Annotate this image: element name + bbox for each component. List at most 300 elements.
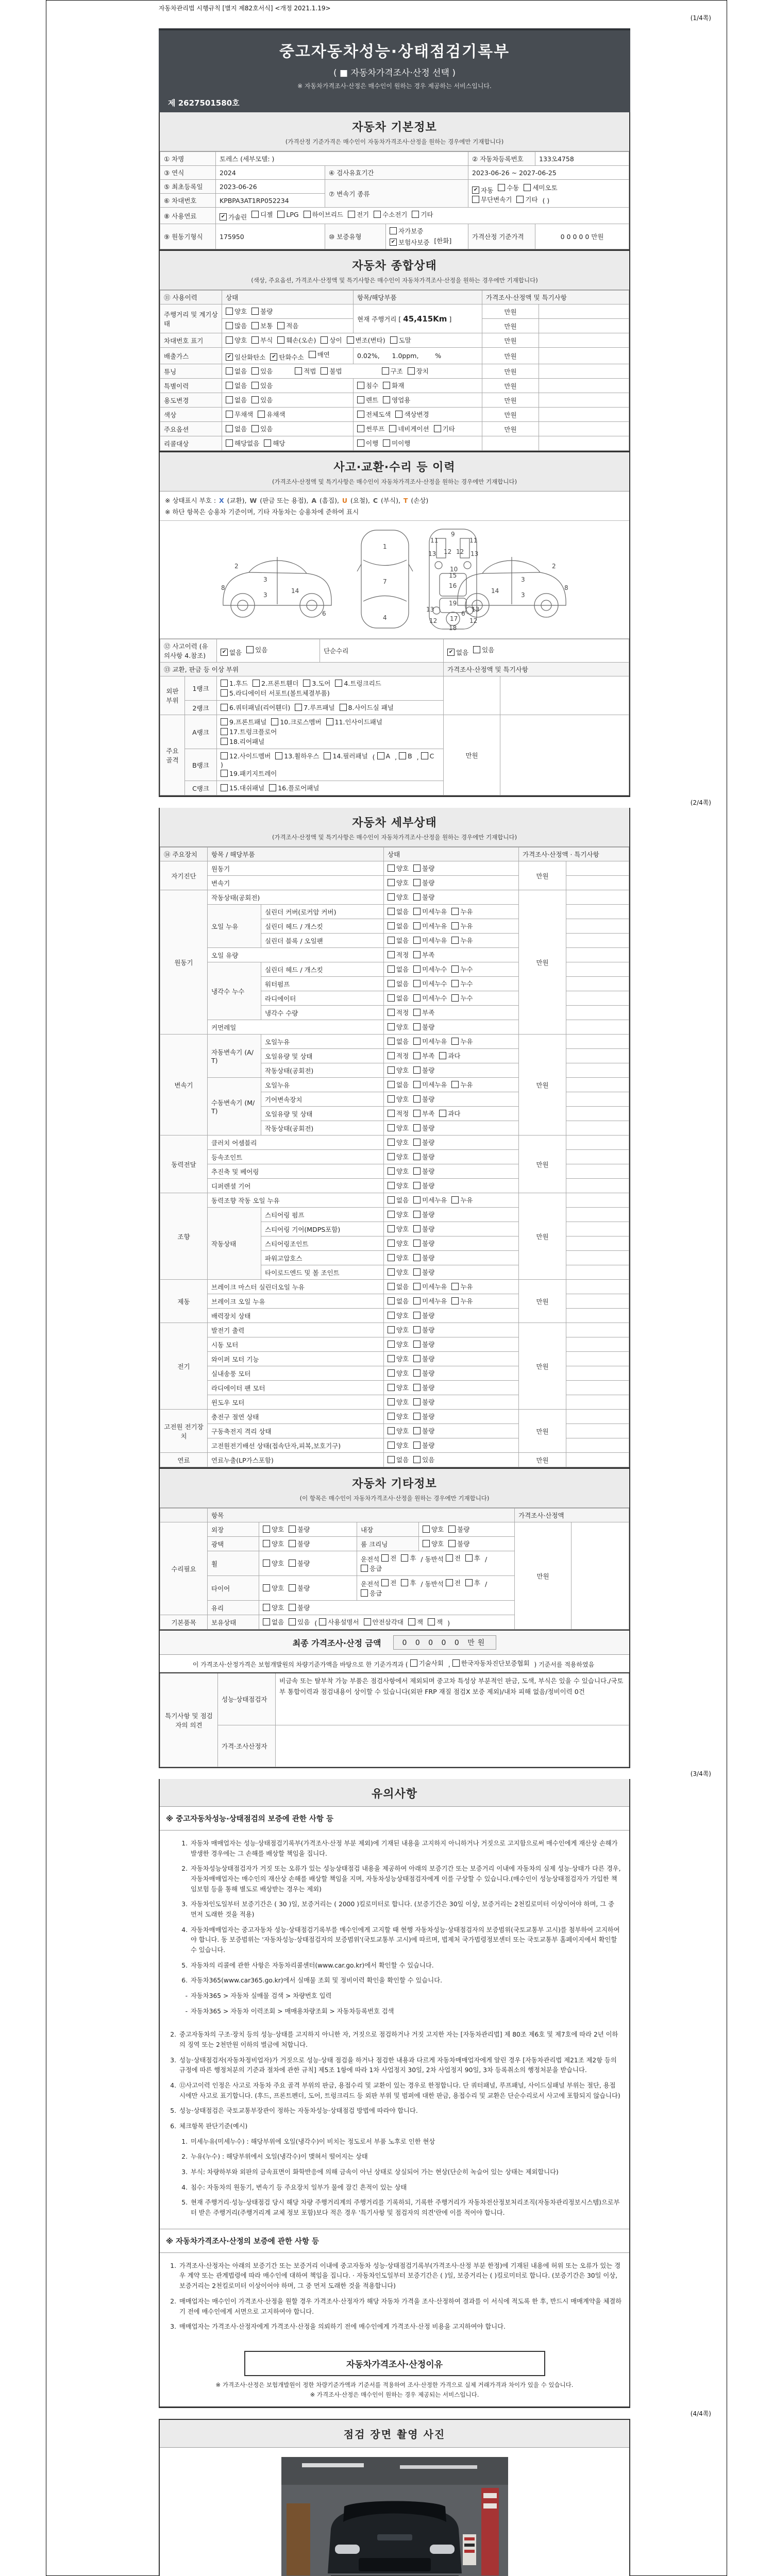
- checkbox-option[interactable]: [357, 395, 378, 404]
- unchecked-checkbox-icon[interactable]: [413, 1038, 421, 1045]
- unchecked-checkbox-icon[interactable]: [410, 1659, 417, 1667]
- unchecked-checkbox-icon[interactable]: [388, 1095, 395, 1103]
- checkbox-option[interactable]: [303, 679, 330, 688]
- unchecked-checkbox-icon[interactable]: [263, 1560, 270, 1567]
- unchecked-checkbox-icon[interactable]: [382, 367, 389, 375]
- checkbox-option[interactable]: [357, 381, 378, 390]
- unchecked-checkbox-icon[interactable]: [413, 1283, 421, 1290]
- checkbox-option[interactable]: [271, 717, 321, 726]
- checkbox-option[interactable]: [388, 1166, 409, 1176]
- unchecked-checkbox-icon[interactable]: [221, 784, 228, 791]
- unchecked-checkbox-icon[interactable]: [221, 704, 228, 711]
- unchecked-checkbox-icon[interactable]: [413, 1384, 421, 1391]
- unchecked-checkbox-icon[interactable]: [277, 322, 284, 329]
- unchecked-checkbox-icon[interactable]: [388, 1297, 395, 1304]
- checkbox-option[interactable]: [388, 964, 409, 974]
- unchecked-checkbox-icon[interactable]: [413, 1442, 421, 1449]
- unchecked-checkbox-icon[interactable]: [388, 1211, 395, 1218]
- unchecked-checkbox-icon[interactable]: [388, 879, 395, 886]
- checkbox-option[interactable]: [451, 907, 473, 916]
- checkbox-option[interactable]: [321, 366, 342, 376]
- checkbox-option[interactable]: [374, 210, 407, 219]
- unchecked-checkbox-icon[interactable]: [388, 1283, 395, 1290]
- checkbox-option[interactable]: [388, 936, 409, 945]
- checkbox-option[interactable]: [388, 1296, 409, 1306]
- checkbox-option[interactable]: [388, 1152, 409, 1161]
- checkbox-option[interactable]: [226, 366, 247, 376]
- checked-checkbox-icon[interactable]: ✔: [447, 649, 455, 656]
- checkbox-option[interactable]: [226, 410, 253, 419]
- unchecked-checkbox-icon[interactable]: [388, 1110, 395, 1117]
- unchecked-checkbox-icon[interactable]: [289, 1618, 296, 1625]
- checkbox-option[interactable]: [413, 979, 447, 988]
- checkbox-option[interactable]: [413, 1008, 434, 1017]
- unchecked-checkbox-icon[interactable]: [277, 336, 284, 344]
- checkbox-option[interactable]: [246, 645, 267, 654]
- checkbox-option[interactable]: [319, 1617, 359, 1626]
- unchecked-checkbox-icon[interactable]: [413, 1341, 421, 1348]
- unchecked-checkbox-icon[interactable]: [388, 1066, 395, 1074]
- checkbox-option[interactable]: [220, 212, 247, 222]
- checkbox-option[interactable]: [413, 1166, 434, 1176]
- checkbox-option[interactable]: [388, 1210, 409, 1219]
- unchecked-checkbox-icon[interactable]: [413, 1326, 421, 1333]
- unchecked-checkbox-icon[interactable]: [412, 211, 419, 218]
- checkbox-option[interactable]: [389, 424, 429, 433]
- unchecked-checkbox-icon[interactable]: [304, 211, 311, 218]
- checkbox-option[interactable]: [413, 907, 447, 916]
- checkbox-option[interactable]: [448, 1524, 469, 1534]
- checkbox-option[interactable]: [275, 751, 319, 760]
- unchecked-checkbox-icon[interactable]: [413, 1023, 421, 1030]
- unchecked-checkbox-icon[interactable]: [253, 680, 260, 687]
- checkbox-option[interactable]: [381, 1578, 396, 1587]
- checkbox-option[interactable]: [388, 1440, 409, 1450]
- unchecked-checkbox-icon[interactable]: [413, 1355, 421, 1362]
- checkbox-option[interactable]: [413, 1426, 434, 1435]
- checkbox-option[interactable]: [451, 1282, 473, 1291]
- unchecked-checkbox-icon[interactable]: [277, 211, 284, 218]
- checkbox-option[interactable]: [226, 321, 247, 330]
- unchecked-checkbox-icon[interactable]: [446, 1579, 453, 1586]
- checkbox-option[interactable]: [413, 921, 447, 930]
- unchecked-checkbox-icon[interactable]: [321, 336, 328, 344]
- unchecked-checkbox-icon[interactable]: [226, 396, 233, 403]
- unchecked-checkbox-icon[interactable]: [451, 1081, 459, 1088]
- checkbox-option[interactable]: [382, 366, 403, 376]
- unchecked-checkbox-icon[interactable]: [263, 1618, 270, 1625]
- checkbox-option[interactable]: [388, 1354, 409, 1363]
- checkbox-option[interactable]: [413, 1253, 434, 1262]
- unchecked-checkbox-icon[interactable]: [221, 752, 228, 759]
- checkbox-option[interactable]: [221, 737, 264, 746]
- checkbox-option[interactable]: [388, 1195, 409, 1205]
- unchecked-checkbox-icon[interactable]: [326, 718, 333, 725]
- checkbox-option[interactable]: [388, 1282, 409, 1291]
- unchecked-checkbox-icon[interactable]: [413, 1427, 421, 1434]
- unchecked-checkbox-icon[interactable]: [226, 336, 233, 344]
- checkbox-option[interactable]: [251, 321, 273, 330]
- checkbox-option[interactable]: [434, 424, 455, 433]
- unchecked-checkbox-icon[interactable]: [251, 336, 259, 344]
- checkbox-option[interactable]: [251, 366, 273, 376]
- unchecked-checkbox-icon[interactable]: [357, 411, 364, 418]
- checkbox-option[interactable]: [498, 183, 519, 192]
- checked-checkbox-icon[interactable]: ✔: [270, 353, 277, 361]
- unchecked-checkbox-icon[interactable]: [388, 1167, 395, 1175]
- unchecked-checkbox-icon[interactable]: [321, 367, 328, 375]
- unchecked-checkbox-icon[interactable]: [388, 1456, 395, 1463]
- checkbox-option[interactable]: [388, 1224, 409, 1233]
- unchecked-checkbox-icon[interactable]: [413, 908, 421, 915]
- checkbox-option[interactable]: [388, 1455, 409, 1464]
- unchecked-checkbox-icon[interactable]: [423, 1540, 430, 1547]
- checkbox-option[interactable]: [263, 1524, 284, 1534]
- unchecked-checkbox-icon[interactable]: [319, 1618, 326, 1625]
- unchecked-checkbox-icon[interactable]: [388, 1240, 395, 1247]
- checkbox-option[interactable]: [289, 1524, 310, 1534]
- checkbox-option[interactable]: [451, 1037, 473, 1046]
- unchecked-checkbox-icon[interactable]: [388, 1413, 395, 1420]
- unchecked-checkbox-icon[interactable]: [251, 367, 259, 375]
- checkbox-option[interactable]: [289, 1603, 310, 1612]
- checkbox-option[interactable]: [451, 1195, 473, 1205]
- unchecked-checkbox-icon[interactable]: [289, 1526, 296, 1533]
- checkbox-option[interactable]: [451, 1296, 473, 1306]
- checkbox-option[interactable]: [413, 1412, 434, 1421]
- checkbox-option[interactable]: [388, 1397, 409, 1406]
- unchecked-checkbox-icon[interactable]: [388, 1124, 395, 1131]
- unchecked-checkbox-icon[interactable]: [226, 367, 233, 375]
- checkbox-option[interactable]: [388, 1383, 409, 1392]
- checkbox-option[interactable]: [413, 1210, 434, 1219]
- unchecked-checkbox-icon[interactable]: [388, 1225, 395, 1232]
- unchecked-checkbox-icon[interactable]: [473, 646, 480, 653]
- checkbox-option[interactable]: [413, 1455, 434, 1464]
- checkbox-option[interactable]: [226, 424, 247, 433]
- unchecked-checkbox-icon[interactable]: [324, 752, 331, 759]
- unchecked-checkbox-icon[interactable]: [413, 1167, 421, 1175]
- unchecked-checkbox-icon[interactable]: [516, 196, 524, 203]
- unchecked-checkbox-icon[interactable]: [347, 336, 354, 344]
- unchecked-checkbox-icon[interactable]: [388, 1153, 395, 1160]
- unchecked-checkbox-icon[interactable]: [388, 1023, 395, 1030]
- unchecked-checkbox-icon[interactable]: [388, 1312, 395, 1319]
- checkbox-option[interactable]: [304, 210, 343, 219]
- unchecked-checkbox-icon[interactable]: [226, 382, 233, 389]
- checkbox-option[interactable]: [251, 424, 273, 433]
- checkbox-option[interactable]: [221, 751, 271, 760]
- checkbox-option[interactable]: [413, 1152, 434, 1161]
- unchecked-checkbox-icon[interactable]: [413, 994, 421, 1002]
- unchecked-checkbox-icon[interactable]: [413, 1456, 421, 1463]
- unchecked-checkbox-icon[interactable]: [388, 1139, 395, 1146]
- unchecked-checkbox-icon[interactable]: [263, 1584, 270, 1591]
- unchecked-checkbox-icon[interactable]: [388, 922, 395, 929]
- unchecked-checkbox-icon[interactable]: [401, 1579, 408, 1586]
- checkbox-option[interactable]: [221, 703, 290, 712]
- unchecked-checkbox-icon[interactable]: [451, 994, 459, 1002]
- unchecked-checkbox-icon[interactable]: [472, 196, 479, 203]
- checkbox-option[interactable]: [251, 307, 273, 316]
- checkbox-option[interactable]: [340, 703, 394, 712]
- checkbox-option[interactable]: [413, 1065, 434, 1075]
- unchecked-checkbox-icon[interactable]: [389, 425, 396, 432]
- checkbox-option[interactable]: [413, 936, 447, 945]
- unchecked-checkbox-icon[interactable]: [340, 704, 347, 711]
- unchecked-checkbox-icon[interactable]: [451, 908, 459, 915]
- unchecked-checkbox-icon[interactable]: [221, 770, 228, 777]
- unchecked-checkbox-icon[interactable]: [251, 425, 259, 432]
- checkbox-option[interactable]: [388, 1109, 409, 1118]
- unchecked-checkbox-icon[interactable]: [388, 1254, 395, 1261]
- unchecked-checkbox-icon[interactable]: [383, 396, 390, 403]
- checkbox-option[interactable]: [439, 1051, 460, 1060]
- unchecked-checkbox-icon[interactable]: [251, 396, 259, 403]
- checkbox-option[interactable]: [383, 381, 404, 390]
- checkbox-option[interactable]: [413, 1080, 447, 1089]
- checkbox-option[interactable]: [221, 769, 277, 778]
- unchecked-checkbox-icon[interactable]: [388, 1341, 395, 1348]
- unchecked-checkbox-icon[interactable]: [439, 1052, 446, 1059]
- unchecked-checkbox-icon[interactable]: [388, 908, 395, 915]
- checkbox-option[interactable]: [413, 1239, 434, 1248]
- unchecked-checkbox-icon[interactable]: [448, 1540, 456, 1547]
- checkbox-option[interactable]: [264, 438, 285, 448]
- unchecked-checkbox-icon[interactable]: [408, 1618, 415, 1625]
- checkbox-option[interactable]: [413, 1224, 434, 1233]
- unchecked-checkbox-icon[interactable]: [357, 396, 364, 403]
- unchecked-checkbox-icon[interactable]: [226, 411, 233, 418]
- checkbox-option[interactable]: [321, 335, 342, 345]
- checkbox-option[interactable]: [439, 1109, 460, 1118]
- checkbox-option[interactable]: [388, 1239, 409, 1248]
- unchecked-checkbox-icon[interactable]: [226, 439, 233, 447]
- checkbox-option[interactable]: [413, 1138, 434, 1147]
- checkbox-option[interactable]: [395, 410, 429, 419]
- unchecked-checkbox-icon[interactable]: [413, 1312, 421, 1319]
- checkbox-option[interactable]: [251, 381, 273, 390]
- checkbox-option[interactable]: [263, 1583, 284, 1592]
- unchecked-checkbox-icon[interactable]: [524, 184, 531, 191]
- unchecked-checkbox-icon[interactable]: [263, 1604, 270, 1611]
- unchecked-checkbox-icon[interactable]: [413, 865, 421, 872]
- unchecked-checkbox-icon[interactable]: [465, 1579, 473, 1586]
- checkbox-option[interactable]: [253, 679, 298, 688]
- checkbox-option[interactable]: [251, 395, 273, 404]
- unchecked-checkbox-icon[interactable]: [401, 1554, 408, 1562]
- checkbox-option[interactable]: [388, 1051, 409, 1060]
- unchecked-checkbox-icon[interactable]: [388, 1398, 395, 1405]
- unchecked-checkbox-icon[interactable]: [465, 1554, 473, 1562]
- checkbox-option[interactable]: [413, 1325, 434, 1334]
- checkbox-option[interactable]: [277, 211, 298, 218]
- checkbox-option[interactable]: [473, 645, 494, 654]
- checkbox-option[interactable]: [388, 1412, 409, 1421]
- unchecked-checkbox-icon[interactable]: [388, 951, 395, 958]
- checkbox-option[interactable]: [451, 936, 473, 945]
- checkbox-option[interactable]: [413, 1354, 434, 1363]
- unchecked-checkbox-icon[interactable]: [388, 1384, 395, 1391]
- checkbox-option[interactable]: [413, 1195, 447, 1205]
- checkbox-option[interactable]: [401, 1578, 416, 1587]
- checkbox-option[interactable]: [413, 1296, 447, 1306]
- checkbox-option[interactable]: [388, 892, 409, 902]
- unchecked-checkbox-icon[interactable]: [309, 351, 316, 358]
- checkbox-option[interactable]: [263, 1617, 284, 1626]
- unchecked-checkbox-icon[interactable]: [428, 1618, 435, 1625]
- unchecked-checkbox-icon[interactable]: [251, 322, 259, 329]
- checkbox-option[interactable]: [413, 1340, 434, 1349]
- unchecked-checkbox-icon[interactable]: [303, 680, 310, 687]
- unchecked-checkbox-icon[interactable]: [413, 1095, 421, 1103]
- checkbox-option[interactable]: [408, 1617, 423, 1626]
- unchecked-checkbox-icon[interactable]: [448, 1526, 456, 1533]
- checkbox-option[interactable]: [388, 1138, 409, 1147]
- checkbox-option[interactable]: [451, 1080, 473, 1089]
- unchecked-checkbox-icon[interactable]: [413, 1413, 421, 1420]
- checkbox-option[interactable]: [388, 1037, 409, 1046]
- checkbox-option[interactable]: [221, 717, 266, 726]
- checkbox-option[interactable]: [413, 1022, 434, 1031]
- unchecked-checkbox-icon[interactable]: [388, 965, 395, 973]
- unchecked-checkbox-icon[interactable]: [221, 680, 228, 687]
- checkbox-option[interactable]: [347, 335, 385, 345]
- unchecked-checkbox-icon[interactable]: [226, 322, 233, 329]
- checkbox-option[interactable]: [388, 1368, 409, 1378]
- checkbox-option[interactable]: [388, 921, 409, 930]
- unchecked-checkbox-icon[interactable]: [377, 752, 384, 759]
- unchecked-checkbox-icon[interactable]: [413, 1124, 421, 1131]
- unchecked-checkbox-icon[interactable]: [269, 784, 276, 791]
- unchecked-checkbox-icon[interactable]: [413, 1268, 421, 1276]
- checkbox-option[interactable]: [516, 195, 537, 204]
- unchecked-checkbox-icon[interactable]: [251, 211, 259, 218]
- checked-checkbox-icon[interactable]: ✔: [390, 239, 397, 246]
- unchecked-checkbox-icon[interactable]: [451, 1283, 459, 1290]
- checkbox-option[interactable]: [388, 1267, 409, 1277]
- checked-checkbox-icon[interactable]: ✔: [221, 649, 228, 656]
- checkbox-option[interactable]: [401, 1553, 416, 1563]
- unchecked-checkbox-icon[interactable]: [413, 922, 421, 929]
- checkbox-option[interactable]: [388, 1080, 409, 1089]
- unchecked-checkbox-icon[interactable]: [413, 951, 421, 958]
- unchecked-checkbox-icon[interactable]: [399, 752, 406, 759]
- checkbox-option[interactable]: [258, 410, 285, 419]
- unchecked-checkbox-icon[interactable]: [451, 922, 459, 929]
- unchecked-checkbox-icon[interactable]: [413, 1240, 421, 1247]
- unchecked-checkbox-icon[interactable]: [388, 1326, 395, 1333]
- unchecked-checkbox-icon[interactable]: [395, 411, 402, 418]
- checkbox-option[interactable]: [423, 1539, 444, 1548]
- checkbox-option[interactable]: [390, 335, 411, 345]
- checkbox-option[interactable]: [289, 1539, 310, 1548]
- checkbox-option[interactable]: [263, 1539, 284, 1548]
- unchecked-checkbox-icon[interactable]: [388, 865, 395, 872]
- unchecked-checkbox-icon[interactable]: [289, 1604, 296, 1611]
- unchecked-checkbox-icon[interactable]: [413, 937, 421, 944]
- checkbox-option[interactable]: [388, 1426, 409, 1435]
- checkbox-option[interactable]: [309, 350, 330, 359]
- unchecked-checkbox-icon[interactable]: [388, 1196, 395, 1204]
- unchecked-checkbox-icon[interactable]: [361, 1589, 368, 1597]
- checkbox-option[interactable]: [388, 1325, 409, 1334]
- checkbox-option[interactable]: [388, 1123, 409, 1132]
- unchecked-checkbox-icon[interactable]: [357, 382, 364, 389]
- checkbox-option[interactable]: [289, 1558, 310, 1568]
- checkbox-option[interactable]: [413, 1311, 434, 1320]
- unchecked-checkbox-icon[interactable]: [388, 1052, 395, 1059]
- checkbox-option[interactable]: [413, 863, 434, 873]
- checkbox-option[interactable]: [251, 335, 273, 345]
- unchecked-checkbox-icon[interactable]: [413, 1139, 421, 1146]
- unchecked-checkbox-icon[interactable]: [364, 1618, 371, 1625]
- checkbox-option[interactable]: [413, 1109, 434, 1118]
- checkbox-option[interactable]: [451, 979, 473, 988]
- unchecked-checkbox-icon[interactable]: [263, 1526, 270, 1533]
- unchecked-checkbox-icon[interactable]: [413, 980, 421, 987]
- unchecked-checkbox-icon[interactable]: [295, 704, 302, 711]
- checkbox-option[interactable]: [364, 1617, 404, 1626]
- checkbox-option[interactable]: [357, 424, 384, 433]
- unchecked-checkbox-icon[interactable]: [408, 367, 415, 375]
- checkbox-option[interactable]: [221, 688, 330, 698]
- unchecked-checkbox-icon[interactable]: [439, 1110, 446, 1117]
- checkbox-option[interactable]: [388, 950, 409, 959]
- checkbox-option[interactable]: [413, 1440, 434, 1450]
- checkbox-option[interactable]: [410, 1658, 444, 1668]
- unchecked-checkbox-icon[interactable]: [251, 308, 259, 315]
- checkbox-option[interactable]: [270, 352, 304, 362]
- checkbox-option[interactable]: [390, 226, 423, 235]
- unchecked-checkbox-icon[interactable]: [413, 1182, 421, 1189]
- checkbox-option[interactable]: [465, 1553, 480, 1563]
- unchecked-checkbox-icon[interactable]: [383, 382, 390, 389]
- checkbox-option[interactable]: [452, 1658, 530, 1668]
- unchecked-checkbox-icon[interactable]: [451, 1038, 459, 1045]
- checkbox-option[interactable]: [226, 438, 259, 448]
- checkbox-option[interactable]: [423, 1524, 444, 1534]
- checkbox-option[interactable]: [408, 366, 429, 376]
- checkbox-option[interactable]: [413, 1123, 434, 1132]
- checkbox-option[interactable]: [390, 238, 429, 247]
- checkbox-option[interactable]: [388, 1340, 409, 1349]
- checkbox-option[interactable]: [413, 878, 434, 887]
- unchecked-checkbox-icon[interactable]: [335, 680, 342, 687]
- unchecked-checkbox-icon[interactable]: [388, 994, 395, 1002]
- checkbox-option[interactable]: [289, 1617, 310, 1626]
- unchecked-checkbox-icon[interactable]: [388, 1081, 395, 1088]
- checkbox-option[interactable]: [263, 1558, 284, 1568]
- unchecked-checkbox-icon[interactable]: [413, 1110, 421, 1117]
- unchecked-checkbox-icon[interactable]: [289, 1540, 296, 1547]
- unchecked-checkbox-icon[interactable]: [451, 980, 459, 987]
- unchecked-checkbox-icon[interactable]: [413, 965, 421, 973]
- checkbox-option[interactable]: [413, 1267, 434, 1277]
- checkbox-option[interactable]: [383, 395, 410, 404]
- unchecked-checkbox-icon[interactable]: [388, 1369, 395, 1377]
- unchecked-checkbox-icon[interactable]: [263, 1540, 270, 1547]
- unchecked-checkbox-icon[interactable]: [413, 893, 421, 901]
- checkbox-option[interactable]: [451, 921, 473, 930]
- checkbox-option[interactable]: [326, 717, 382, 726]
- checkbox-option[interactable]: [221, 783, 264, 792]
- checkbox-option[interactable]: [524, 183, 557, 192]
- checkbox-option[interactable]: [413, 1397, 434, 1406]
- checkbox-option[interactable]: [388, 1181, 409, 1190]
- checkbox-option[interactable]: [413, 1383, 434, 1392]
- checkbox-option[interactable]: [388, 1022, 409, 1031]
